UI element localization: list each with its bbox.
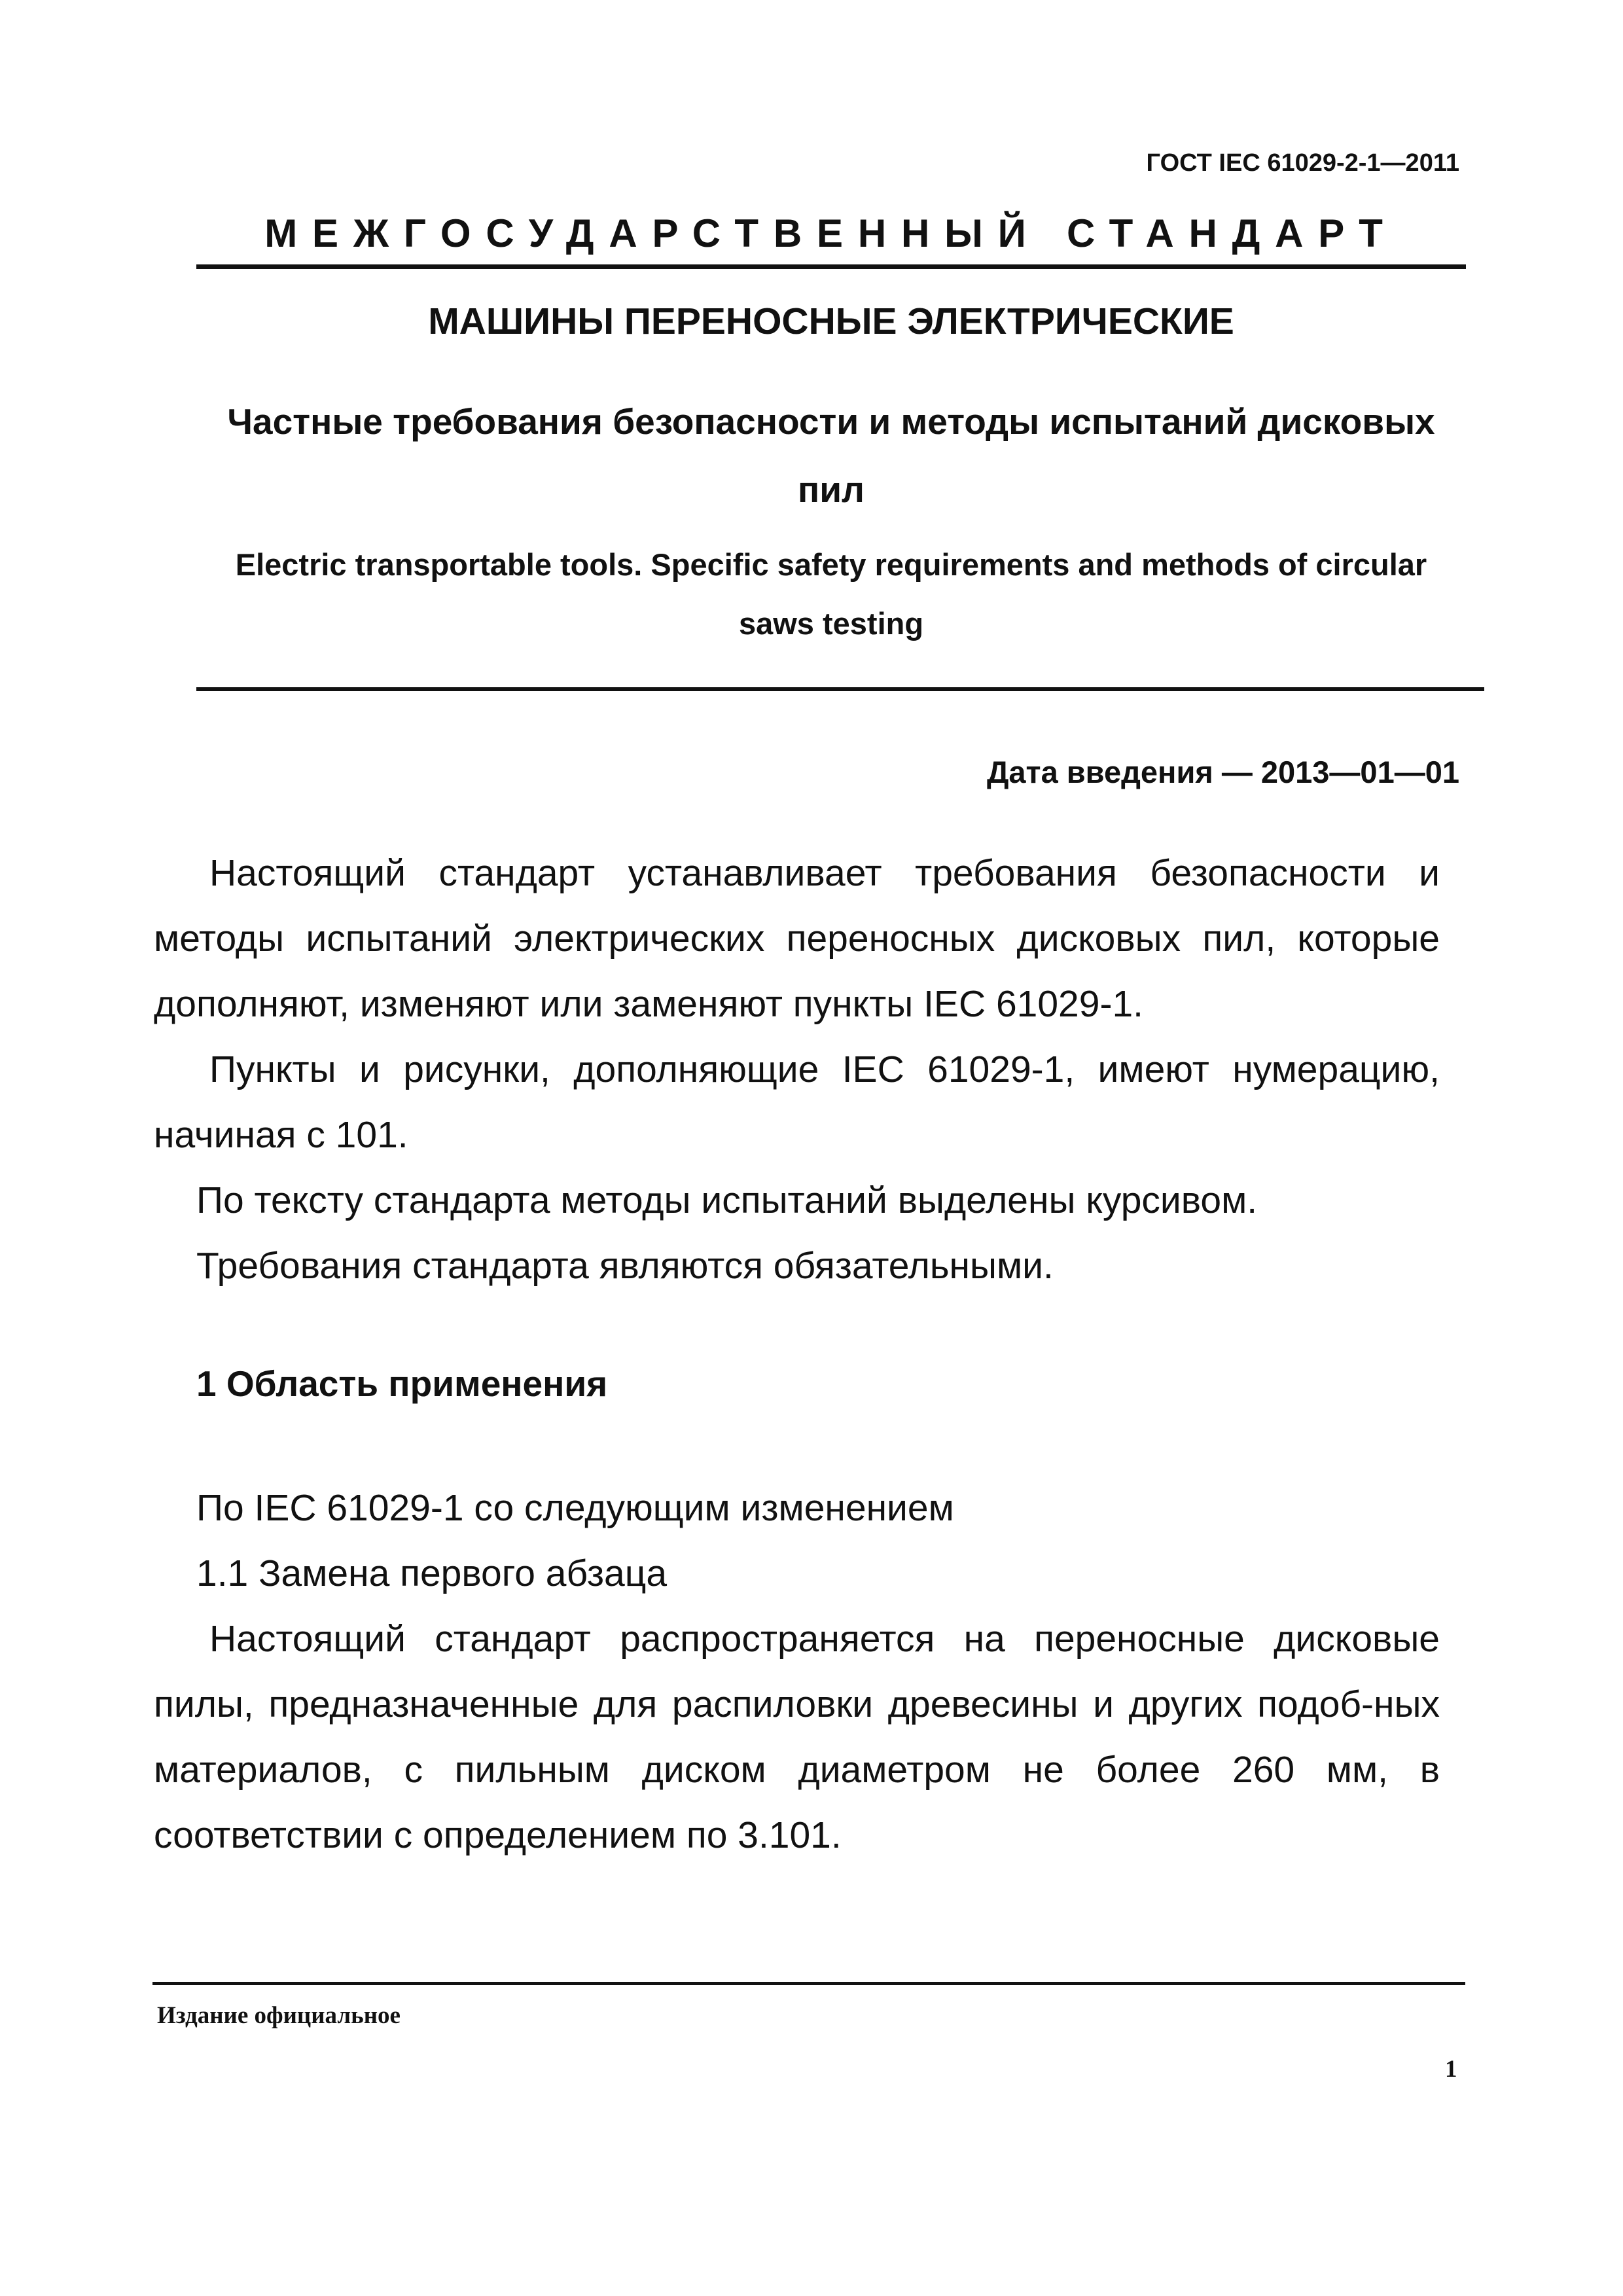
preamble-paragraph-2: Пункты и рисунки, дополняющие IEC 61029-1, имеют нумерацию, начиная с 101.	[154, 1049, 1440, 1156]
standard-code: ГОСТ IEC 61029-2-1—2011	[1146, 149, 1459, 177]
page-number: 1	[1445, 2056, 1457, 2083]
preamble-paragraph-3: По тексту стандарта методы испытаний выделены курсивом.	[196, 1179, 1258, 1221]
interstate-standard-heading: МЕЖГОСУДАРСТВЕННЫЙ СТАНДАРТ	[264, 211, 1398, 255]
footer-divider	[152, 1982, 1465, 1985]
preamble-paragraph-4: Требования стандарта являются обязательными.	[196, 1245, 1054, 1287]
document-title: МАШИНЫ ПЕРЕНОСНЫЕ ЭЛЕКТРИЧЕСКИЕ	[428, 300, 1234, 342]
english-title: Electric transportable tools. Specific safety requirements and methods of circular saws testing	[235, 547, 1427, 641]
section-1-line-1: По IEC 61029-1 со следующим изменением	[196, 1487, 954, 1529]
introduction-date: Дата введения — 2013—01—01	[986, 755, 1459, 789]
section-1-line-2: 1.1 Замена первого абзаца	[196, 1552, 668, 1594]
edition-note: Издание официальное	[157, 2002, 401, 2029]
document-subtitle: Частные требования безопасности и методы испытаний дисковых пил	[227, 401, 1435, 510]
header-divider	[196, 264, 1466, 269]
section-1-paragraph: Настоящий стандарт распространяется на переносные дисковые пилы, предназначенные для распиловки древесины и других подоб-ных материалов, с пильным диском диаметром не более 260 мм, в соответствии с определением по 3.101.	[154, 1618, 1440, 1856]
preamble-paragraph-1: Настоящий стандарт устанавливает требования безопасности и методы испытаний электрических переносных дисковых пил, которые дополняют, изменяют или заменяют пункты IEC 61029-1.	[154, 852, 1440, 1025]
title-divider	[196, 687, 1484, 691]
section-1-heading: 1 Область применения	[196, 1363, 608, 1404]
